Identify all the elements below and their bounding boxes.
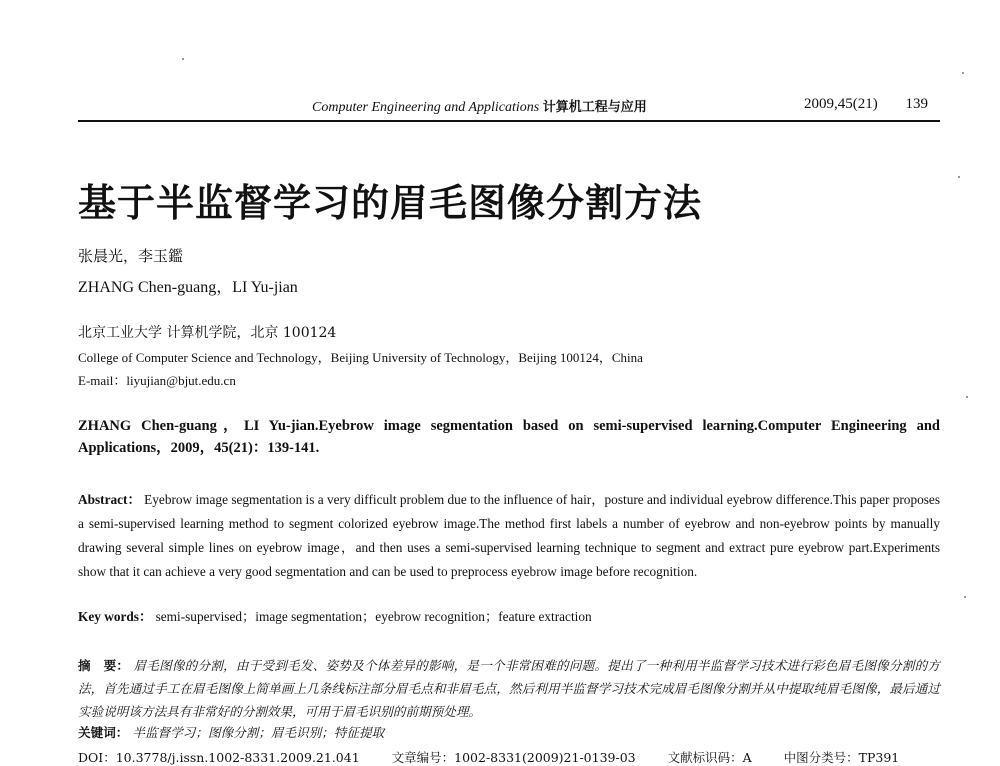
abstract-cn-label: 摘 要： — [78, 658, 130, 673]
affiliation-cn: 北京工业大学 计算机学院，北京 100124 — [78, 325, 337, 341]
abstract-text: Eyebrow image segmentation is a very difficult problem due to the influence of hair，posture and individual eyebrow difference.This paper proposes a semi-supervised learning method to segment colorized eyebrow image.The method first labels a number of eyebrow and non-eyebrow points by manually drawing several simple lines on eyebrow image，and then uses a semi-supervised learning technique to segment and extract pure eyebrow part.Experiments show that it can achieve a very good segmentation and can be used to preprocess eyebrow image before recognition. — [78, 492, 941, 579]
document-code: 文献标识码：A — [667, 750, 752, 765]
scan-speck — [962, 72, 964, 74]
journal-name-en: Computer Engineering and Applications — [312, 100, 540, 115]
abstract-en — [78, 488, 940, 584]
paper-title: 基于半监督学习的眉毛图像分割方法 — [78, 180, 703, 225]
running-header-issue — [780, 96, 928, 113]
scan-speck — [966, 396, 968, 398]
journal-name-cn: 计算机工程与应用 — [542, 100, 647, 115]
scan-speck — [958, 176, 960, 178]
author-email: E-mail：liyujian@bjut.edu.cn — [78, 373, 236, 388]
keywords-en — [78, 606, 592, 625]
article-number: 文章编号：1002-8331(2009)21-0139-03 — [391, 750, 636, 765]
running-header-journal — [312, 96, 647, 116]
keywords-cn — [78, 722, 384, 741]
keywords-text: semi-supervised；image segmentation；eyebrow recognition；feature extraction — [155, 609, 592, 624]
authors-en: ZHANG Chen-guang，LI Yu-jian — [78, 279, 298, 296]
keywords-cn-label: 关键词： — [78, 725, 129, 740]
scan-speck — [182, 58, 184, 60]
doi: DOI：10.3778/j.issn.1002-8331.2009.21.041 — [78, 750, 360, 765]
issue-info: 2009,45(21) — [804, 96, 878, 112]
abstract-cn-text: 眉毛图像的分割，由于受到毛发、姿势及个体差异的影响，是一个非常困难的问题。提出了一种利用半监督学习技术进行彩色眉毛图像分割的方法，首先通过手工在眉毛图像上简单画上几条线标注部分眉毛点和非眉毛点，然后利用半监督学习技术完成眉毛图像分割并从中提取纯眉毛图像，最后通过实验说明该方法具有非常好的分割效果，可用于眉毛识别的前期预处理。 — [78, 658, 941, 719]
abstract-label: Abstract： — [78, 492, 141, 507]
scan-speck — [964, 596, 966, 598]
keywords-label: Key words： — [78, 609, 153, 624]
affiliation-en: College of Computer Science and Technology，Beijing University of Technology，Beijing 100124，China — [78, 350, 643, 365]
keywords-cn-text: 半监督学习；图像分割；眉毛识别；特征提取 — [132, 725, 385, 740]
abstract-cn — [78, 654, 940, 723]
page-number: 139 — [905, 96, 928, 112]
citation: ZHANG Chen-guang，LI Yu-jian.Eyebrow image segmentation based on semi-supervised learning.Computer Engineering and Applications，2009，45(21)：139-141. — [78, 418, 940, 456]
doi-line — [78, 748, 927, 766]
authors-cn: 张晨光，李玉鑑 — [78, 247, 184, 265]
header-rule — [78, 120, 940, 122]
clc-number: 中图分类号：TP391 — [783, 750, 900, 765]
